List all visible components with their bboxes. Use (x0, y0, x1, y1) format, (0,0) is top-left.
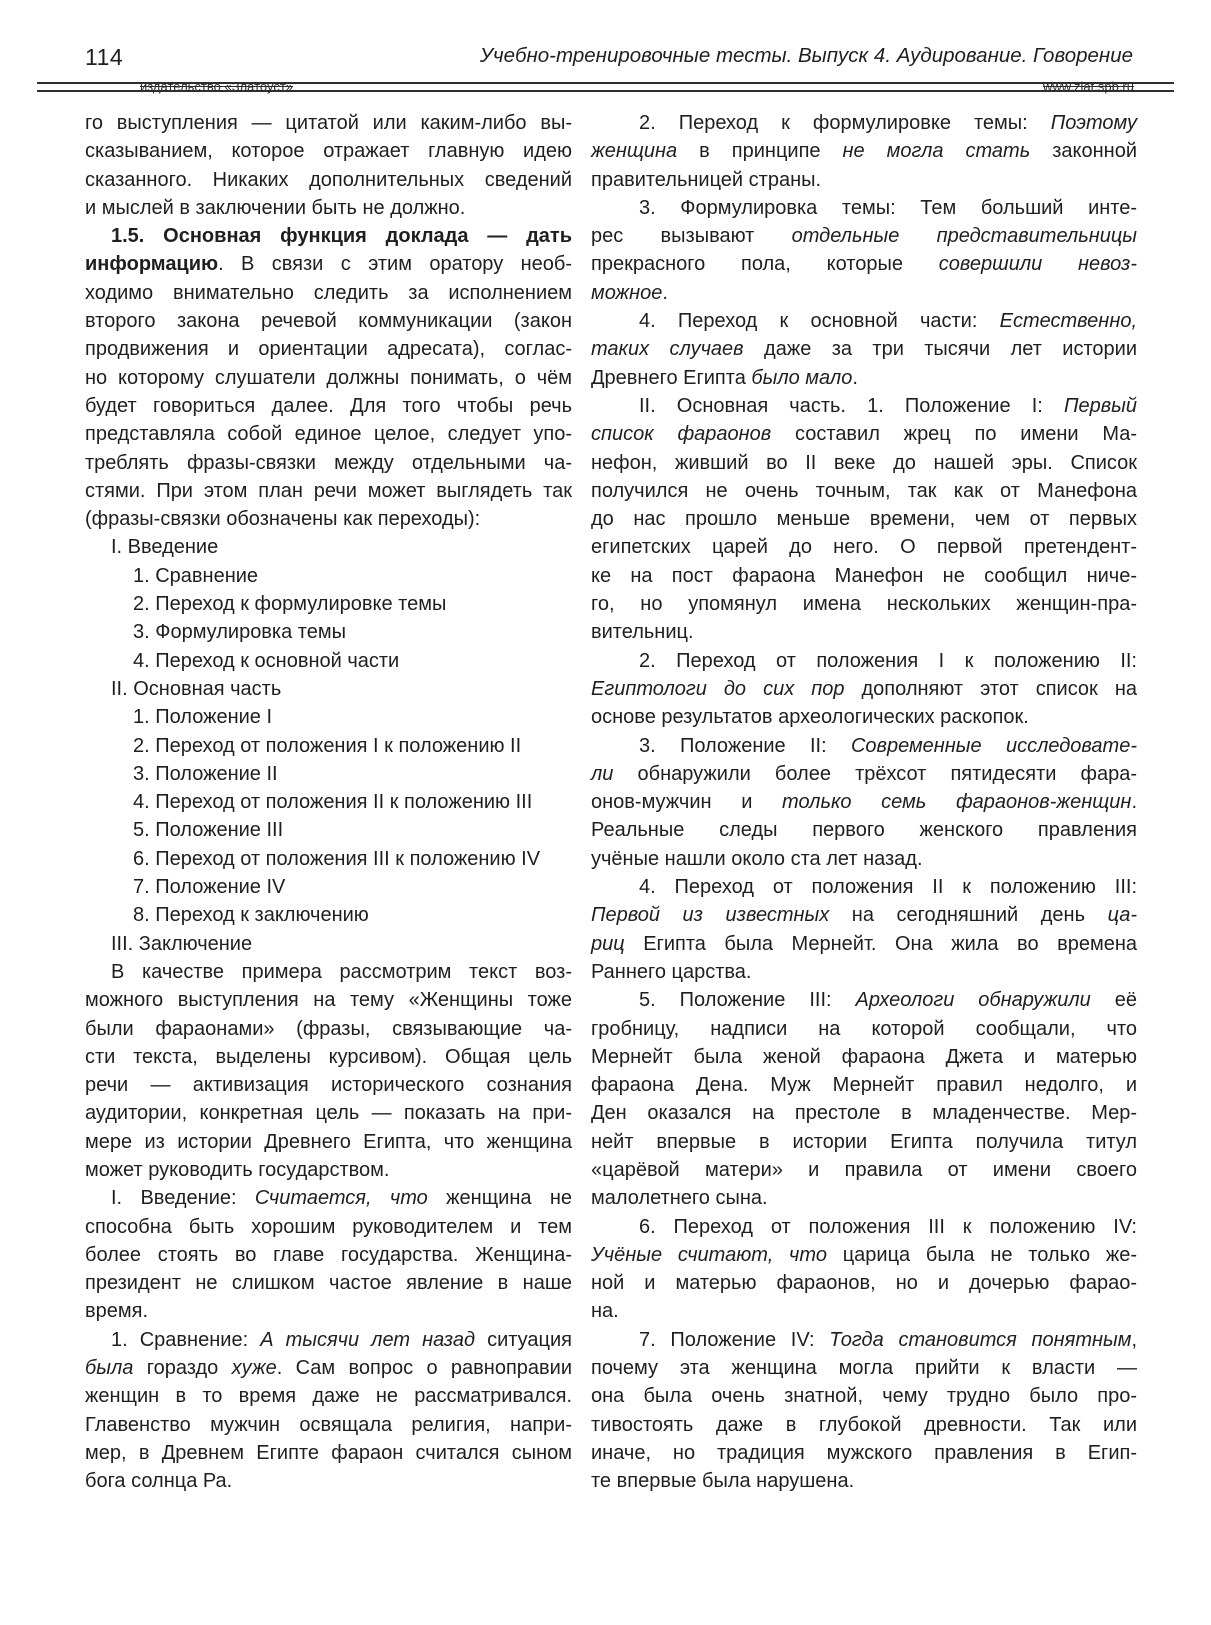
text-line: вительниц. (591, 621, 694, 644)
text-line: Египтологи до сих пор дополняют этот список на (591, 677, 1137, 700)
text-line: В качестве примера рассмотрим текст воз- (111, 960, 572, 983)
text-line: мере из истории Древнего Египта, что женщина (85, 1130, 572, 1153)
text-line: но которому слушатели должны понимать, о чём (85, 366, 572, 389)
text-line: женщина в принципе не могла стать законной (591, 140, 1137, 163)
text-line: сказыванием, которое отражает главную идею (85, 140, 572, 163)
text-line: малолетнего сына. (591, 1187, 768, 1210)
text-line: 4. Переход от положения II к положению III (133, 791, 533, 814)
text-line: египетских царей до него. О первой претендент- (591, 536, 1137, 559)
outline-item (85, 873, 572, 901)
text-line: речи — активизация исторического сознания (85, 1074, 572, 1097)
text-line: 3. Положение II (133, 762, 278, 785)
text-line: на. (591, 1300, 619, 1323)
text-line: сказанного. Никаких дополнительных сведений (85, 168, 572, 191)
paragraph (591, 986, 1137, 1212)
running-title: Учебно-тренировочные тесты. Выпуск 4. Аудирование. Говорение (479, 44, 1133, 67)
text-line: го выступления — цитатой или каким-либо вы- (85, 112, 572, 134)
text-line: почему эта женщина могла прийти к власти — (591, 1357, 1137, 1380)
text-line: рес вызывают отдельные представительницы (591, 225, 1138, 248)
outline-item (85, 845, 572, 873)
text-line: Древнего Египта было мало. (591, 366, 858, 389)
text-line: аудитории, конкретная цель — показать на при- (85, 1102, 572, 1125)
text-line: 5. Положение III (133, 819, 284, 842)
text-line: тивостоять даже в глубокой древности. Так или (591, 1413, 1137, 1436)
page-number: 114 (85, 44, 124, 70)
text-line: Реальные следы первого женского правления (591, 819, 1137, 842)
text-line: ходимо внимательно следить за исполнением (85, 281, 572, 304)
outline-item (85, 675, 572, 703)
text-line: 3. Положение II: Современные исследовате- (639, 734, 1137, 757)
text-line: I. Введение: Считается, что женщина не (111, 1187, 573, 1210)
text-line: риц Египта была Мернейт. Она жила во времена (591, 932, 1137, 955)
text-line: до нас прошло меньше времени, чем от первых (591, 508, 1137, 531)
outline-item (85, 901, 572, 929)
text-line: Ден оказался на престоле в младенчестве. Мер- (591, 1102, 1137, 1125)
text-line: 3. Формулировка темы (133, 621, 346, 644)
left-text-column (85, 109, 572, 1496)
text-line: 6. Переход от положения III к положению IV (133, 847, 541, 870)
outline-item (85, 590, 572, 618)
outline-item (85, 533, 572, 561)
text-line: 5. Положение III: Археологи обнаружили её (639, 989, 1137, 1012)
outline-item (85, 703, 572, 731)
text-line: будет говориться далее. Для того чтобы речь (85, 394, 572, 417)
text-line: стями. При этом план речи может выглядеть так (85, 479, 572, 502)
text-line: может руководить государством. (85, 1158, 390, 1181)
text-line: Главенство мужчин освящала религия, напри- (85, 1413, 572, 1436)
paragraph (591, 307, 1137, 392)
text-line: мер, в Древнем Египте фараон считался сыном (85, 1441, 572, 1464)
text-line: 4. Переход к основной части (133, 649, 400, 672)
text-line: 1.5. Основная функция доклада — дать (111, 225, 572, 248)
outline-item (85, 930, 572, 958)
paragraph (85, 958, 572, 1184)
text-line: (фразы-связки обозначены как переходы): (85, 508, 481, 531)
text-line: были фараонами» (фразы, связывающие ча- (85, 1017, 572, 1040)
text-line: иначе, но традиция мужского правления в Егип- (591, 1441, 1137, 1464)
text-line: го, но упомянул имена нескольких женщин-пра- (591, 593, 1137, 616)
text-line: фараона Дена. Муж Мернейт правил недолго, и (591, 1074, 1137, 1097)
paragraph (591, 732, 1137, 873)
text-line: Учёные считают, что царица была не только же- (591, 1243, 1137, 1266)
text-line: можное. (591, 281, 668, 304)
text-line: I. Введение (111, 536, 219, 559)
text-line: 7. Положение IV: Тогда становится понятным, (639, 1328, 1137, 1351)
text-line: Первой из известных на сегодняшний день ца- (591, 904, 1138, 927)
text-line: продвижения и ориентации адресата), соглас- (85, 338, 572, 361)
text-line: нефон, живший во II веке до нашей эры. Список (591, 451, 1137, 474)
outline-item (85, 647, 572, 675)
text-line: 1. Сравнение (133, 564, 259, 587)
text-line: ли обнаружили более трёхсот пятидесяти фара- (591, 762, 1137, 785)
text-line: Раннего царства. (591, 960, 752, 983)
paragraph (591, 392, 1137, 647)
text-line: гробницу, надписи на которой сообщали, что (591, 1017, 1137, 1040)
text-line: ной и матерью фараонов, но и дочерью фарао- (591, 1272, 1137, 1295)
paragraph (85, 1326, 572, 1496)
outline-item (85, 788, 572, 816)
text-line: 1. Сравнение: А тысячи лет назад ситуация (111, 1328, 573, 1351)
website-watermark: www.zlat.spb.ru (1042, 79, 1134, 94)
text-line: III. Заключение (111, 932, 253, 955)
text-line: 7. Положение IV (133, 876, 286, 899)
text-line: бога солнца Ра. (85, 1470, 233, 1493)
text-line: она была очень знатной, чему трудно было про- (591, 1385, 1137, 1408)
text-line: время. (85, 1300, 149, 1323)
text-line: те впервые была нарушена. (591, 1470, 855, 1493)
text-line: 8. Переход к заключению (133, 904, 369, 927)
outline-item (85, 732, 572, 760)
paragraph (591, 1213, 1137, 1326)
text-line: II. Основная часть (111, 677, 282, 700)
text-line: 4. Переход от положения II к положению III: (639, 876, 1137, 899)
text-line: женщин в то время даже не рассматривался. (85, 1385, 572, 1408)
text-line: треблять фразы-связки между отдельными ча- (85, 451, 572, 474)
right-text-column (591, 109, 1137, 1496)
text-line: 2. Переход к формулировке темы (133, 593, 447, 616)
text-line: прекрасного пола, которые совершили невоз- (591, 253, 1137, 276)
paragraph (591, 1326, 1137, 1496)
text-line: учёные нашли около ста лет назад. (591, 847, 923, 870)
text-line: более стоять во главе государства. Женщина- (85, 1243, 572, 1266)
text-line: ке на пост фараона Манефон не сообщил ниче- (591, 564, 1137, 587)
text-line: нейт впервые в истории Египта получила титул (591, 1130, 1137, 1153)
text-line: второго закона речевой коммуникации (закон (85, 310, 572, 333)
text-line: таких случаев даже за три тысячи лет истории (591, 338, 1138, 361)
paragraph (591, 873, 1137, 986)
header-double-rule (37, 79, 1174, 94)
text-line: представляла собой единое целое, следует упо- (85, 423, 572, 446)
text-line: президент не слишком частое явление в наше (85, 1272, 572, 1295)
text-line: сти текста, выделены курсивом). Общая цель (85, 1045, 572, 1068)
text-line: список фараонов составил жрец по имени Ма- (591, 423, 1137, 446)
paragraph (85, 109, 572, 222)
text-line: способна быть хорошим руководителем и тем (85, 1215, 572, 1238)
text-line: 4. Переход к основной части: Естественно, (639, 310, 1137, 333)
text-line: Мернейт была женой фараона Джета и матерью (591, 1045, 1137, 1068)
outline-item (85, 760, 572, 788)
paragraph (85, 222, 572, 533)
text-line: 3. Формулировка темы: Тем больший инте- (639, 196, 1137, 219)
text-line: информацию. В связи с этим оратору необ- (85, 253, 572, 276)
page-header (85, 44, 1133, 74)
text-line: 2. Переход к формулировке темы: Поэтому (639, 112, 1137, 134)
text-line: была гораздо хуже. Сам вопрос о равноправии (85, 1357, 572, 1380)
text-line: получился не очень точным, так как от Манефона (591, 479, 1137, 502)
text-line: правительницей страны. (591, 168, 822, 191)
paragraph (591, 194, 1137, 307)
text-line: онов-мужчин и только семь фараонов-женщин. (591, 791, 1137, 814)
text-line: основе результатов археологических раскопок. (591, 706, 1029, 729)
publisher-watermark: издательство «Златоуст» (140, 79, 294, 94)
paragraph (591, 109, 1137, 194)
text-line: 6. Переход от положения III к положению IV: (639, 1215, 1137, 1238)
text-line: 2. Переход от положения I к положению II: (639, 649, 1137, 672)
text-line: II. Основная часть. 1. Положение I: Первый (639, 394, 1137, 417)
text-line: 2. Переход от положения I к положению II (133, 734, 522, 757)
outline-item (85, 816, 572, 844)
text-columns (85, 109, 1137, 1496)
paragraph (85, 1184, 572, 1325)
text-line: «царёвой матери» и правила от имени своего (591, 1158, 1137, 1181)
text-line: и мыслей в заключении быть не должно. (85, 196, 466, 219)
outline-item (85, 562, 572, 590)
text-line: можного выступления на тему «Женщины тоже (85, 989, 572, 1012)
text-line: 1. Положение I (133, 706, 273, 729)
outline-item (85, 618, 572, 646)
paragraph (591, 647, 1137, 732)
